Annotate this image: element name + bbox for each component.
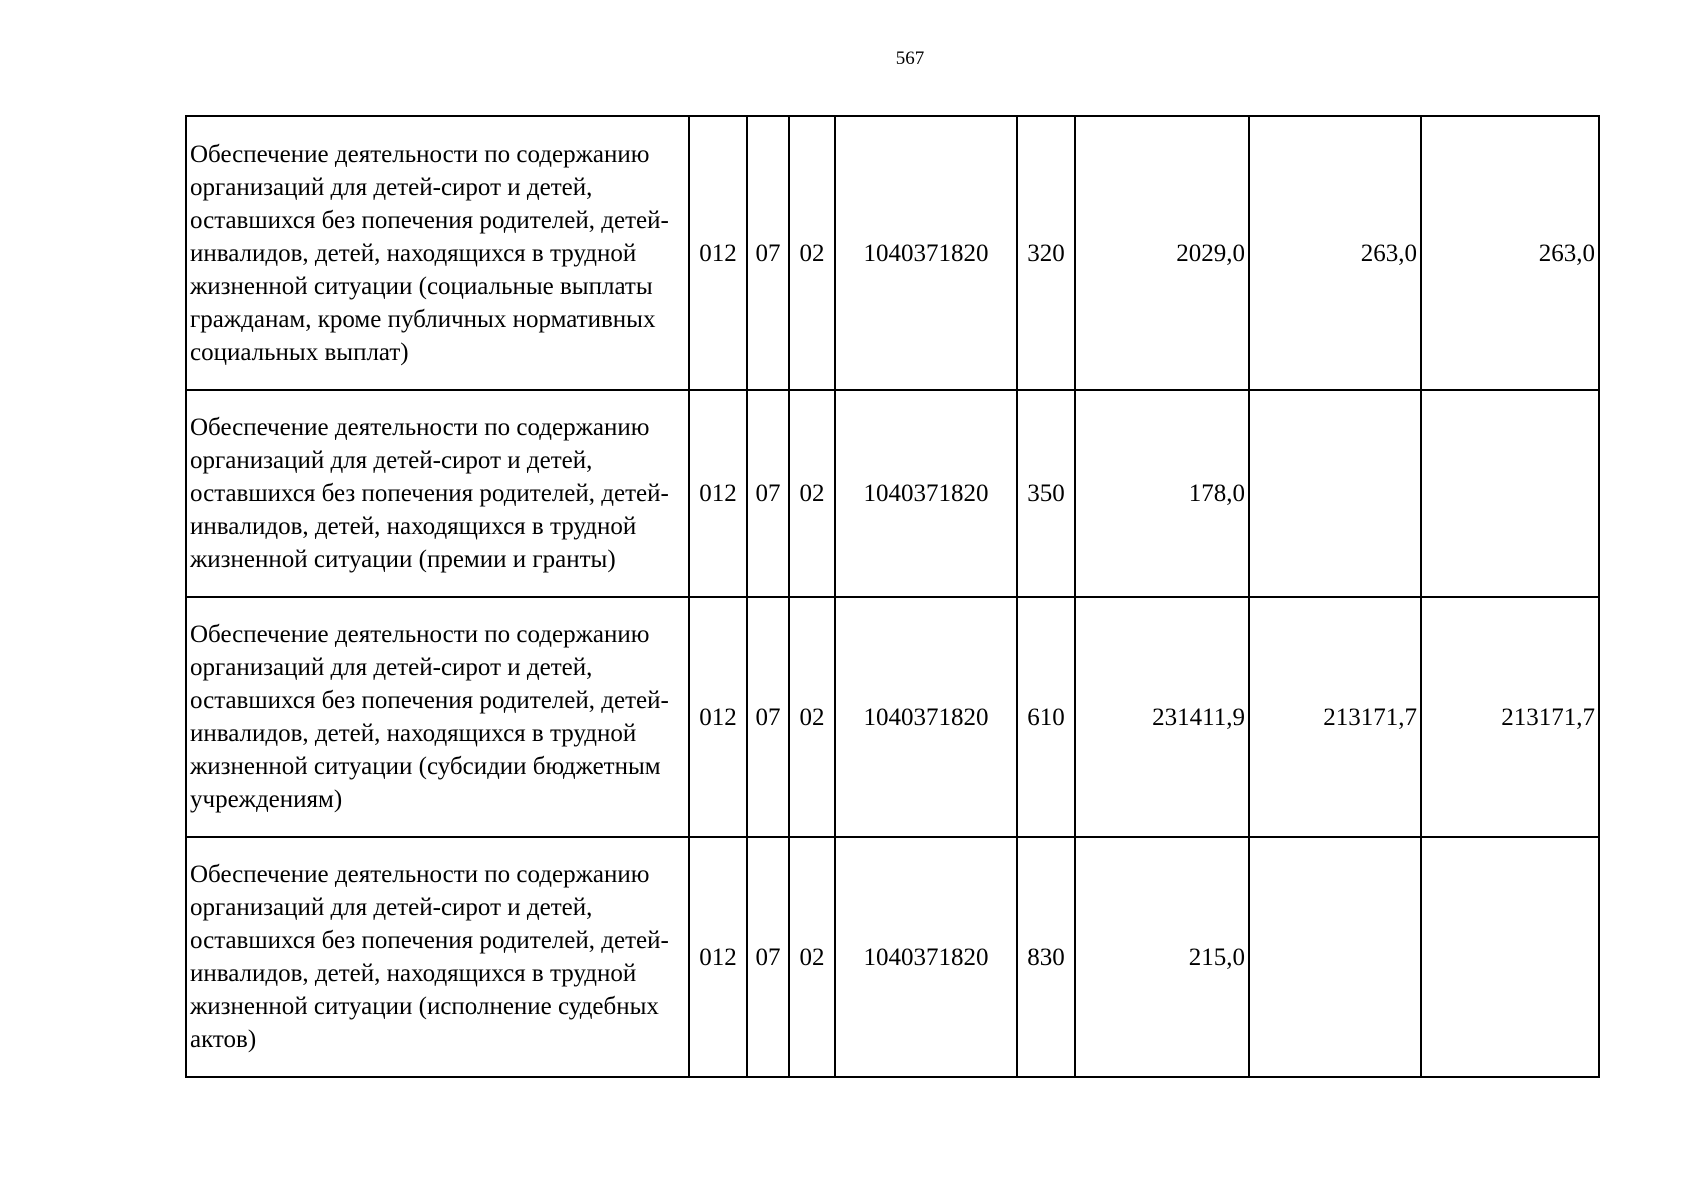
target-article-code: 1040371820 bbox=[835, 837, 1017, 1077]
ministry-code: 012 bbox=[689, 390, 747, 597]
section-code: 07 bbox=[747, 837, 789, 1077]
target-article-code: 1040371820 bbox=[835, 116, 1017, 390]
row-description: Обеспечение деятельности по содержанию организаций для детей-сирот и детей, оставшихся без попечения родителей, детей-инвалидов, детей, находящихся в трудной жизненной ситуации (социальные выплаты гражданам, кроме публичных нормативных социальных выплат) bbox=[186, 116, 689, 390]
table-row bbox=[186, 597, 1599, 837]
subsection-code: 02 bbox=[789, 116, 835, 390]
budget-table bbox=[185, 115, 1600, 1078]
amount-3: 213171,7 bbox=[1421, 597, 1599, 837]
subsection-code: 02 bbox=[789, 390, 835, 597]
amount-1: 2029,0 bbox=[1075, 116, 1249, 390]
amount-1: 215,0 bbox=[1075, 837, 1249, 1077]
table-row bbox=[186, 390, 1599, 597]
amount-2 bbox=[1249, 837, 1421, 1077]
row-description: Обеспечение деятельности по содержанию организаций для детей-сирот и детей, оставшихся без попечения родителей, детей-инвалидов, детей, находящихся в трудной жизненной ситуации (исполнение судебных актов) bbox=[186, 837, 689, 1077]
amount-3 bbox=[1421, 390, 1599, 597]
amount-2: 263,0 bbox=[1249, 116, 1421, 390]
section-code: 07 bbox=[747, 390, 789, 597]
ministry-code: 012 bbox=[689, 116, 747, 390]
amount-3 bbox=[1421, 837, 1599, 1077]
subsection-code: 02 bbox=[789, 597, 835, 837]
section-code: 07 bbox=[747, 597, 789, 837]
expense-type-code: 830 bbox=[1017, 837, 1075, 1077]
ministry-code: 012 bbox=[689, 597, 747, 837]
amount-3: 263,0 bbox=[1421, 116, 1599, 390]
target-article-code: 1040371820 bbox=[835, 390, 1017, 597]
ministry-code: 012 bbox=[689, 837, 747, 1077]
row-description: Обеспечение деятельности по содержанию организаций для детей-сирот и детей, оставшихся без попечения родителей, детей-инвалидов, детей, находящихся в трудной жизненной ситуации (субсидии бюджетным учреждениям) bbox=[186, 597, 689, 837]
expense-type-code: 320 bbox=[1017, 116, 1075, 390]
amount-2: 213171,7 bbox=[1249, 597, 1421, 837]
section-code: 07 bbox=[747, 116, 789, 390]
row-description: Обеспечение деятельности по содержанию организаций для детей-сирот и детей, оставшихся без попечения родителей, детей-инвалидов, детей, находящихся в трудной жизненной ситуации (премии и гранты) bbox=[186, 390, 689, 597]
table-row bbox=[186, 116, 1599, 390]
page-number: 567 bbox=[895, 48, 925, 69]
subsection-code: 02 bbox=[789, 837, 835, 1077]
amount-1: 178,0 bbox=[1075, 390, 1249, 597]
amount-2 bbox=[1249, 390, 1421, 597]
table-row bbox=[186, 837, 1599, 1077]
amount-1: 231411,9 bbox=[1075, 597, 1249, 837]
expense-type-code: 350 bbox=[1017, 390, 1075, 597]
target-article-code: 1040371820 bbox=[835, 597, 1017, 837]
expense-type-code: 610 bbox=[1017, 597, 1075, 837]
